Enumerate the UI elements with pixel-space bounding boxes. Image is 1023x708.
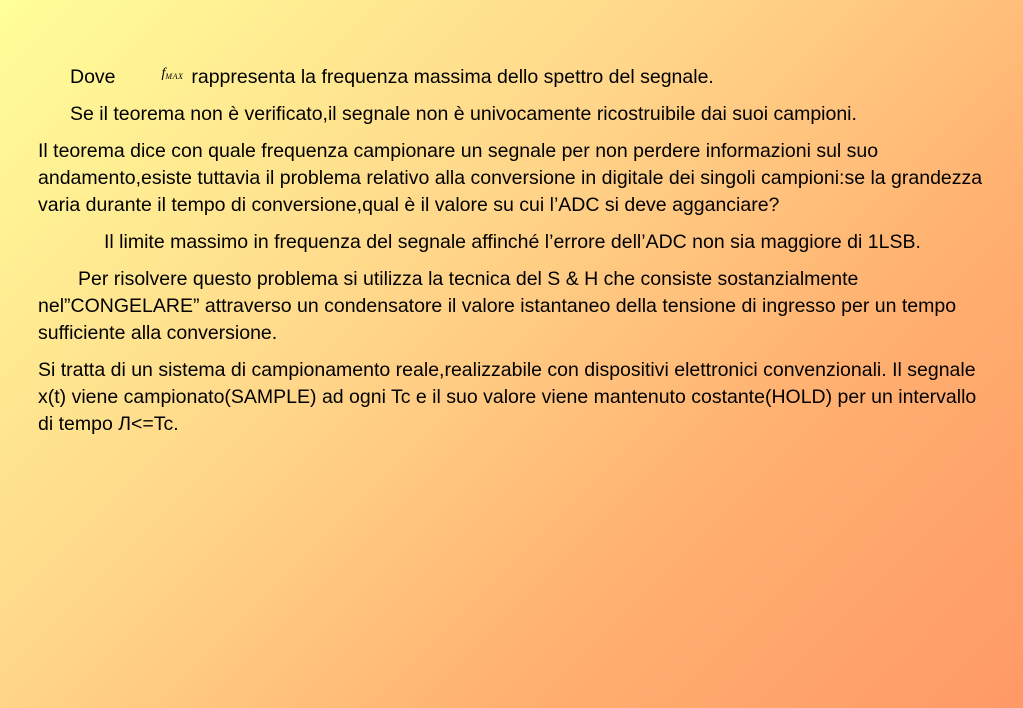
paragraph-theorem-sampling: Il teorema dice con quale frequenza campionare un segnale per non perdere informazioni sul suo andamento,esiste tuttavia il problema relativo alla conversione in digitale dei singoli campioni:se la grandezza varia durante il tempo di conversione,qual è il valore su cui l’ADC si deve agganciare? — [38, 140, 983, 216]
paragraph-theorem-not-verified: Se il teorema non è verificato,il segnale non è univocamente ricostruibile dai suoi campioni. — [70, 103, 857, 125]
fmax-symbol — [130, 67, 184, 84]
paragraph-frequency-limit: Il limite massimo in frequenza del segnale affinché l’errore dell’ADC non sia maggiore di 1LSB. — [104, 231, 921, 253]
fmax-symbol-f: f — [161, 66, 166, 81]
paragraph-fmax-definition — [38, 64, 988, 91]
slide-body — [38, 64, 988, 448]
paragraph-real-sampling-system: Si tratta di un sistema di campionamento reale,realizzabile con dispositivi elettronici convenzionali. Il segnale x(t) viene campionato(SAMPLE) ad ogni Tc e il suo valore viene mantenuto costante(HOLD) per un intervallo di tempo Л<=Tc. — [38, 359, 977, 435]
paragraph-fmax-lead: Dove — [70, 66, 116, 88]
paragraph-sample-hold: Per risolvere questo problema si utilizza la tecnica del S & H che consiste sostanzialmente nel”CONGELARE” attraverso un condensatore il valore istantaneo della tensione di ingresso per un tempo sufficiente alla conversione. — [38, 268, 957, 344]
paragraph-fmax-rest: rappresenta la frequenza massima dello spettro del segnale. — [191, 66, 714, 88]
fmax-symbol-subscript: MAX — [165, 72, 184, 81]
